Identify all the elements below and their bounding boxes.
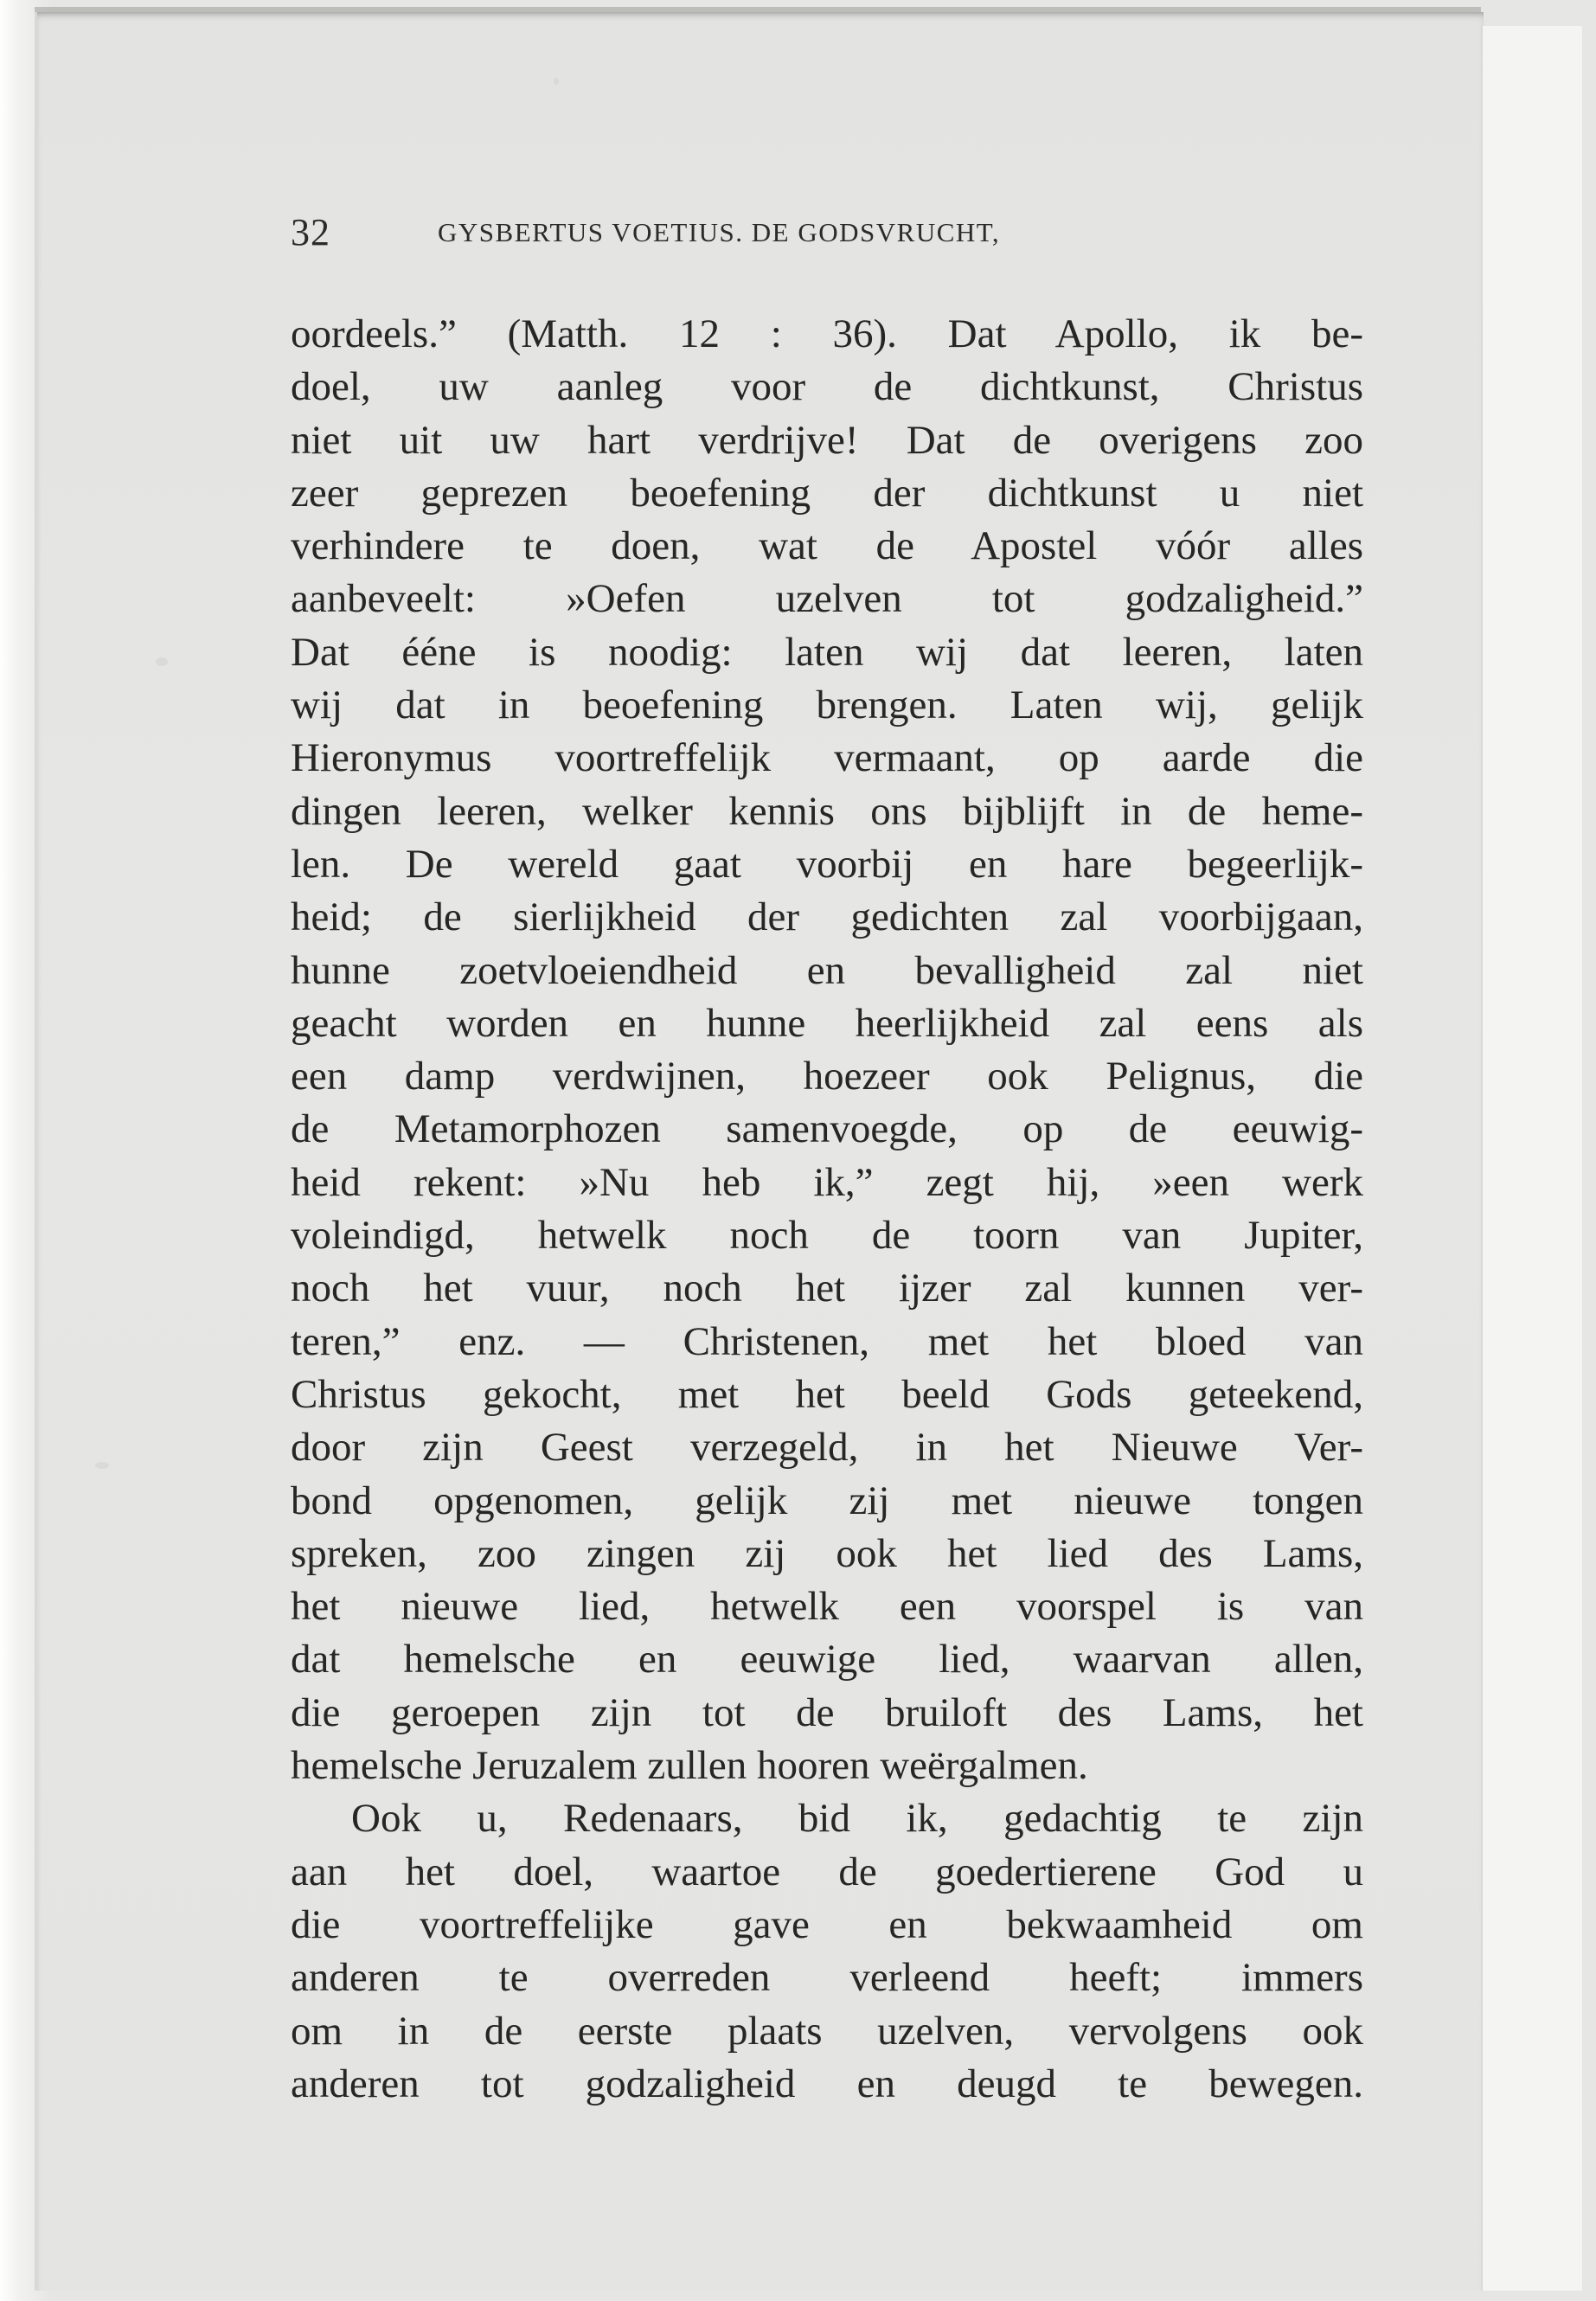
text-line: aanbeveelt: »Oefen uzelven tot godzaligheid.” [291, 576, 1363, 622]
text-line: heid rekent: »Nu heb ik,” zegt hij, »een werk [291, 1159, 1363, 1205]
text-line: heid; de sierlijkheid der gedichten zal voorbijgaan, [291, 894, 1363, 940]
text-line: dat hemelsche en eeuwige lied, waarvan allen, [291, 1637, 1363, 1682]
page-number: 32 [291, 211, 330, 253]
text-line: wij dat in beoefening brengen. Laten wij, gelijk [291, 683, 1363, 728]
text-line: teren,” enz. — Christenen, met het bloed van [291, 1318, 1363, 1364]
text-line: bond opgenomen, gelijk zij met nieuwe tongen [291, 1477, 1363, 1523]
text-line: anderen te overreden verleend heeft; immers [291, 1955, 1363, 2001]
text-line: die voortreffelijke gave en bekwaamheid om [291, 1901, 1363, 1947]
paper-smudge [156, 657, 168, 666]
running-title: GYSBERTUS VOETIUS. DE GODSVRUCHT, [438, 217, 1001, 247]
text-line: hunne zoetvloeiendheid en bevalligheid zal niet [291, 947, 1363, 993]
text-line: len. De wereld gaat voorbij en hare begeerlijk- [291, 841, 1363, 887]
text-line: hemelsche Jeruzalem zullen hooren weërgalmen. [291, 1743, 1088, 1789]
text-line: niet uit uw hart verdrijve! Dat de overigens zoo [291, 417, 1363, 463]
paper-smudge [554, 78, 559, 85]
body-text [291, 308, 1363, 2111]
text-line: oordeels.” (Matth. 12 : 36). Dat Apollo, ik be- [291, 311, 1363, 356]
paper-smudge [95, 1462, 109, 1469]
text-line: Ook u, Redenaars, bid ik, gedachtig te zijn [351, 1796, 1363, 1842]
text-line: Christus gekocht, met het beeld Gods geteekend, [291, 1371, 1363, 1417]
text-line: anderen tot godzaligheid en deugd te bewegen. [291, 2061, 1363, 2106]
text-line: spreken, zoo zingen zij ook het lied des Lams, [291, 1530, 1363, 1576]
text-line: Dat ééne is noodig: laten wij dat leeren, laten [291, 629, 1363, 675]
text-line: een damp verdwijnen, hoezeer ook Pelignus, die [291, 1054, 1363, 1099]
text-line: om in de eerste plaats uzelven, vervolgens ook [291, 2008, 1363, 2054]
text-line: aan het doel, waartoe de goedertierene God u [291, 1849, 1363, 1894]
text-line: verhindere te doen, wat de Apostel vóór alles [291, 523, 1363, 569]
text-line: noch het vuur, noch het ijzer zal kunnen ver- [291, 1266, 1363, 1311]
page-header [291, 210, 1234, 262]
facing-page-edge [1481, 26, 1582, 2291]
text-line: voleindigd, hetwelk noch de toorn van Jupiter, [291, 1213, 1363, 1259]
text-line: Hieronymus voortreffelijk vermaant, op aarde die [291, 735, 1363, 781]
text-line: het nieuwe lied, hetwelk een voorspel is van [291, 1584, 1363, 1630]
text-line: dingen leeren, welker kennis ons bijblijft in de heme- [291, 788, 1363, 834]
text-line: geacht worden en hunne heerlijkheid zal eens als [291, 1000, 1363, 1046]
text-line: doel, uw aanleg voor de dichtkunst, Christus [291, 364, 1363, 410]
text-line: zeer geprezen beoefening der dichtkunst u niet [291, 470, 1363, 516]
text-line: die geroepen zijn tot de bruiloft des Lams, het [291, 1689, 1363, 1735]
text-line: de Metamorphozen samenvoegde, op de eeuwig- [291, 1106, 1363, 1152]
text-line: door zijn Geest verzegeld, in het Nieuwe Ver- [291, 1425, 1363, 1471]
